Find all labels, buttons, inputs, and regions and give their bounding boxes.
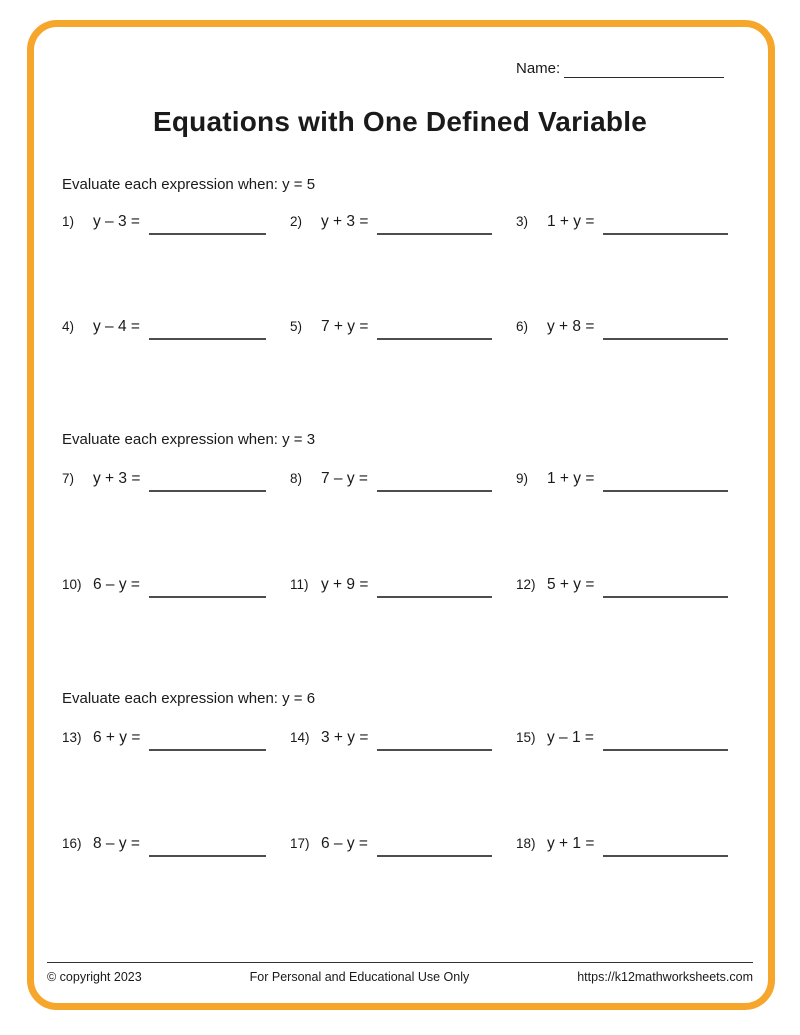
problem-expression: y + 9 = [321,576,369,593]
answer-blank [149,576,266,598]
problem-number: 4) [62,319,75,334]
problem-row-2 [62,318,738,340]
problem-expression: 6 – y = [321,835,368,852]
name-field-row [516,60,724,78]
footer-divider [47,962,753,963]
problem-number: 12) [516,577,536,592]
problem-number: 9) [516,471,529,486]
answer-blank [149,729,266,751]
answer-blank [603,318,728,340]
problem-2 [290,213,516,235]
answer-blank [377,470,492,492]
problem-expression: y + 8 = [547,318,595,335]
problem-number: 13) [62,730,82,745]
problem-4 [62,318,290,340]
problem-number: 17) [290,836,310,851]
answer-blank [603,576,728,598]
answer-blank [149,213,266,235]
decorative-border [27,20,775,1010]
problem-number: 18) [516,836,536,851]
answer-blank [377,729,492,751]
section-2-instruction: Evaluate each expression when: y = 3 [62,431,316,448]
name-blank [564,60,724,78]
problem-expression: 6 – y = [93,576,140,593]
answer-blank [603,729,728,751]
answer-blank [377,835,492,857]
problem-1 [62,213,290,235]
problem-expression: y + 1 = [547,835,595,852]
problem-5 [290,318,516,340]
problem-expression: 7 – y = [321,470,368,487]
problem-number: 16) [62,836,82,851]
problem-expression: y – 4 = [93,318,140,335]
problem-7 [62,470,290,492]
name-label: Name: [516,60,561,77]
section-3-instruction: Evaluate each expression when: y = 6 [62,690,316,707]
problem-number: 5) [290,319,303,334]
problem-number: 1) [62,214,75,229]
problem-15 [516,729,738,751]
problem-expression: 6 + y = [93,729,141,746]
problem-expression: y – 3 = [93,213,140,230]
problem-row-3 [62,470,738,492]
problem-number: 15) [516,730,536,745]
problem-expression: y + 3 = [93,470,141,487]
answer-blank [377,576,492,598]
problem-row-6 [62,835,738,857]
problem-16 [62,835,290,857]
footer-copyright: © copyright 2023 [47,970,142,984]
problem-row-1 [62,213,738,235]
problem-10 [62,576,290,598]
problem-expression: 1 + y = [547,470,595,487]
problem-expression: y + 3 = [321,213,369,230]
problem-expression: y – 1 = [547,729,594,746]
problem-14 [290,729,516,751]
problem-row-5 [62,729,738,751]
problem-number: 11) [290,577,309,592]
footer-url: https://k12mathworksheets.com [577,970,753,984]
problem-number: 10) [62,577,82,592]
problem-17 [290,835,516,857]
problem-13 [62,729,290,751]
problem-3 [516,213,738,235]
problem-8 [290,470,516,492]
problem-number: 3) [516,214,529,229]
footer [47,970,753,984]
problem-number: 14) [290,730,310,745]
problem-expression: 1 + y = [547,213,595,230]
problem-row-4 [62,576,738,598]
problem-number: 7) [62,471,75,486]
problem-11 [290,576,516,598]
page-title: Equations with One Defined Variable [153,106,647,137]
problem-18 [516,835,738,857]
answer-blank [377,318,492,340]
problem-expression: 7 + y = [321,318,369,335]
problem-12 [516,576,738,598]
answer-blank [377,213,492,235]
problem-number: 2) [290,214,303,229]
answer-blank [603,835,728,857]
problem-expression: 5 + y = [547,576,595,593]
answer-blank [149,318,266,340]
footer-usage-note: For Personal and Educational Use Only [249,970,470,984]
problem-number: 6) [516,319,529,334]
problem-expression: 3 + y = [321,729,369,746]
answer-blank [603,470,728,492]
problem-9 [516,470,738,492]
answer-blank [149,470,266,492]
problem-6 [516,318,738,340]
answer-blank [149,835,266,857]
section-1-instruction: Evaluate each expression when: y = 5 [62,176,316,193]
problem-number: 8) [290,471,303,486]
answer-blank [603,213,728,235]
problem-expression: 8 – y = [93,835,140,852]
